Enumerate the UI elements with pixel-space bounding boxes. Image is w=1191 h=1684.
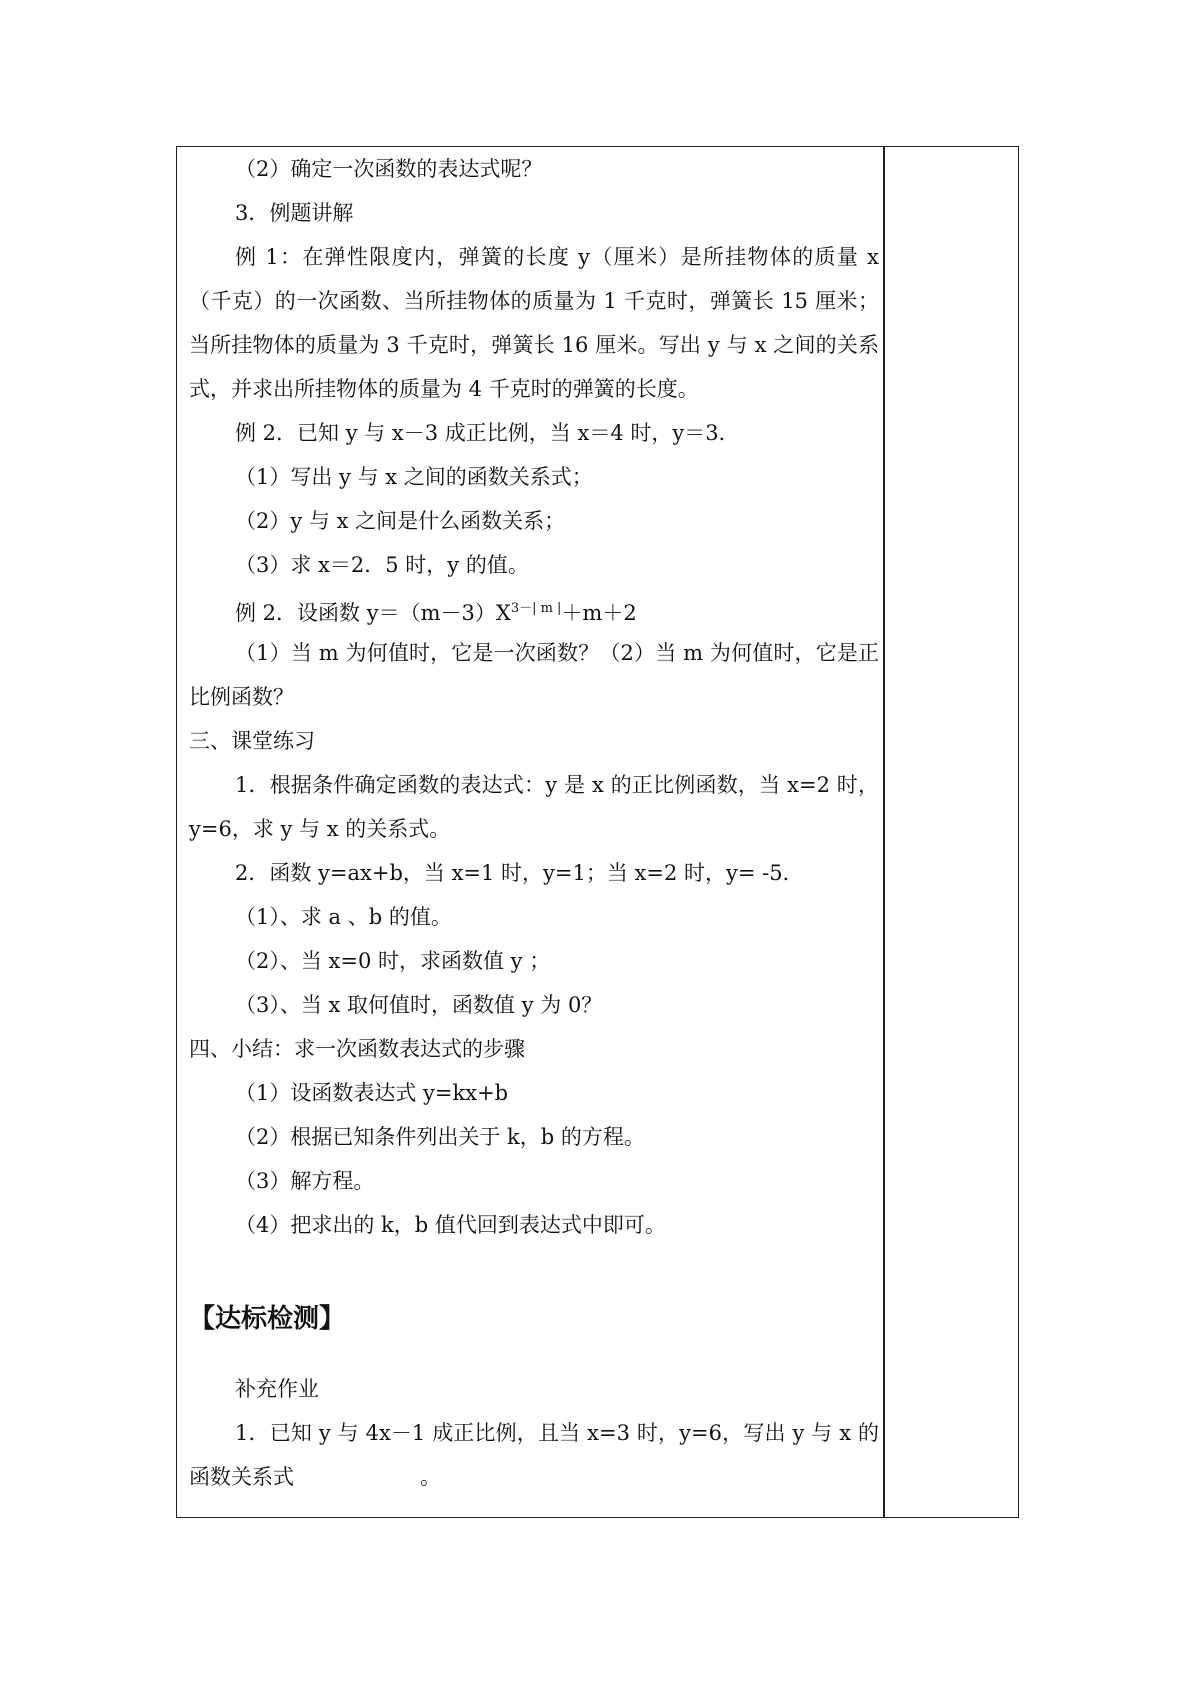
blank-space	[189, 1247, 879, 1291]
column-divider	[883, 147, 885, 1517]
example-1: 例 1：在弹性限度内，弹簧的长度 y（厘米）是所挂物体的质量 x（千克）的一次函数、当所挂物体的质量为 1 千克时，弹簧长 15 厘米；当所挂物体的质量为 3 千克时，弹簧长 16 厘米。写出 y 与 x 之间的关系式，并求出所挂物体的质量为 4 千克时的弹簧的长度。	[189, 245, 879, 401]
summary-step-1: （1）设函数表达式 y=kx+b	[235, 1081, 509, 1105]
practice-2-part-1: （1）、求 a 、b 的值。	[235, 905, 452, 929]
practice-2-part-3: （3）、当 x 取何值时，函数值 y 为 0？	[235, 993, 603, 1017]
homework-title: 补充作业	[235, 1377, 319, 1401]
example-3	[189, 587, 879, 631]
practice-1: 1．根据条件确定函数的表达式：y 是 x 的正比例函数，当 x=2 时，y=6，求 y 与 x 的关系式。	[189, 773, 879, 841]
practice-2: 2．函数 y=ax+b，当 x=1 时，y=1；当 x=2 时，y= -5．	[235, 861, 804, 885]
example-3-tail: ＋m＋2	[561, 601, 637, 625]
example-2: 例 2．已知 y 与 x－3 成正比例，当 x＝4 时，y＝3．	[235, 421, 740, 445]
homework-1: 1．已知 y 与 4x－1 成正比例，且当 x=3 时，y=6，写出 y 与 x 的函数关系式 。	[189, 1421, 879, 1489]
text-line: 3．例题讲解	[235, 201, 354, 225]
example-3-text: 例 2．设函数 y＝（m－3）X	[235, 601, 511, 625]
section-heading-summary: 四、小结：求一次函数表达式的步骤	[189, 1037, 525, 1061]
assessment-heading: 【达标检测】	[189, 1304, 346, 1334]
section-heading-practice: 三、课堂练习	[189, 729, 315, 753]
example-2-part-1: （1）写出 y 与 x 之间的函数关系式；	[235, 465, 593, 489]
example-2-part-3: （3）求 x＝2．5 时，y 的值。	[235, 553, 529, 577]
summary-step-2: （2）根据已知条件列出关于 k，b 的方程。	[235, 1125, 645, 1149]
example-3-question: （1）当 m 为何值时，它是一次函数？（2）当 m 为何值时，它是正比例函数？	[189, 641, 879, 709]
lesson-table	[176, 146, 1019, 1518]
lesson-content-cell	[189, 147, 879, 1499]
exponent: 3－| m |	[510, 601, 562, 616]
summary-step-4: （4）把求出的 k，b 值代回到表达式中即可。	[235, 1213, 666, 1237]
example-2-part-2: （2）y 与 x 之间是什么函数关系；	[235, 509, 566, 533]
practice-2-part-2: （2）、当 x=0 时，求函数值 y ；	[235, 949, 551, 973]
text-line: （2）确定一次函数的表达式呢？	[235, 157, 543, 181]
summary-step-3: （3）解方程。	[235, 1169, 375, 1193]
